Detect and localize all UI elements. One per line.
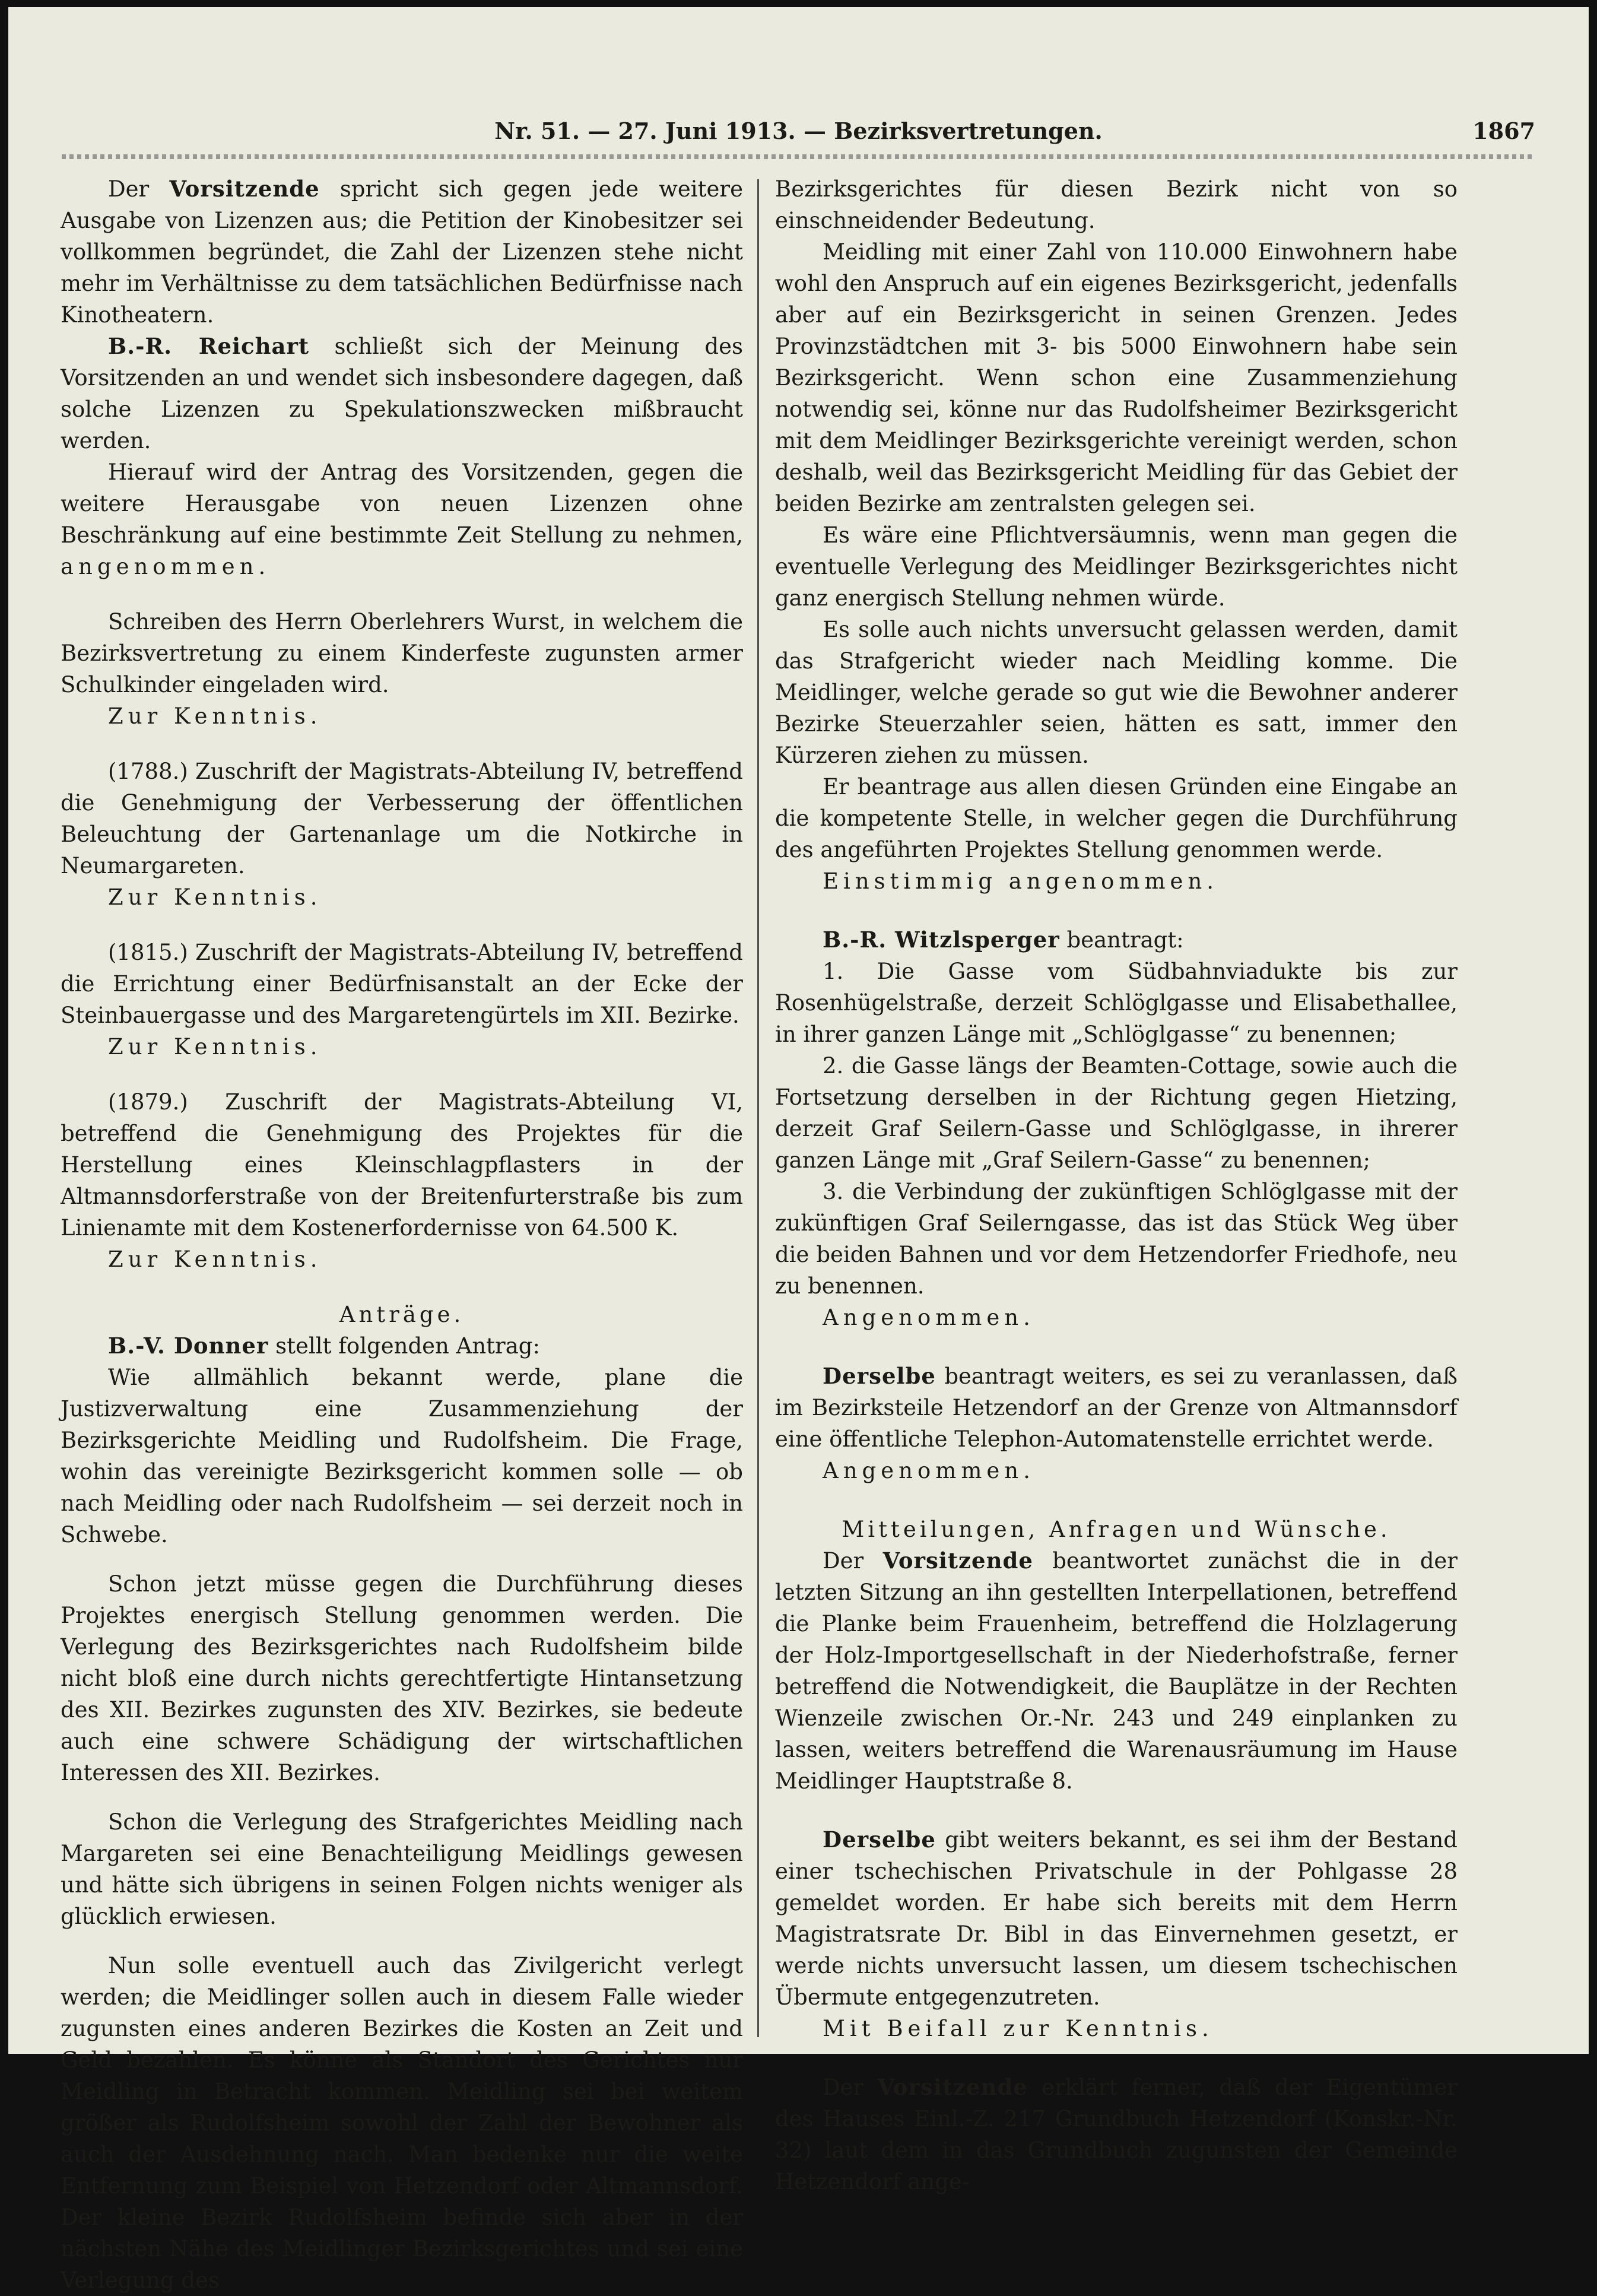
list-item: 3. die Verbindung der zukünftigen Schlöglgasse mit der zukünftigen Graf Seilerngasse, das ist das Stück Weg über die beiden Bahnen und vor dem Hetzendorfer Friedhofe, neu zu benennen. — [775, 1179, 1458, 1299]
decision-text: Angenommen. — [823, 1458, 1035, 1483]
section-heading: Anträge. — [339, 1302, 465, 1327]
paragraph-text: Hierauf wird der Antrag des Vorsitzenden, gegen die weitere Herausgabe von neuen Lizenzen ohne Beschränkung auf eine bestimmte Zeit Stellung zu nehmen, — [61, 459, 743, 548]
paragraph: Wie allmählich bekannt werde, plane die Justizverwaltung eine Zusammenziehung der Bezirksgerichte Meidling und Rudolfsheim. Die Frage, wohin das vereinigte Bezirksgericht kommen solle — ob nach Meidling oder nach Rudolfsheim — sei derzeit noch in Schwebe. — [61, 1365, 743, 1547]
paragraph-text: erklärt ferner, daß der Eigentümer des Hauses Einl.-Z. 217 Grundbuch Hetzendorf (Konskr.-Nr. 32) laut dem in das Grundbuch zugunsten der Gemeinde Hetzendorf ange- — [775, 2075, 1458, 2194]
paragraph: Er beantrage aus allen diesen Gründen eine Eingabe an die kompetente Stelle, in welcher gegen die Durchführung des angeführten Projektes Stellung genommen werde. — [775, 774, 1458, 862]
paragraph: Der Vorsitzende spricht sich gegen jede weitere Ausgabe von Lizenzen aus; die Petition der Kinobesitzer sei vollkommen begründet, die Zahl der Lizenzen stehe nicht mehr im Verhältnisse zu dem tatsächlichen Bedürfnisse nach Kinotheatern. — [61, 176, 743, 328]
paragraph — [61, 331, 743, 456]
speaker-name: Derselbe — [823, 1363, 936, 1389]
decision-text: Zur Kenntnis. — [108, 1247, 322, 1272]
speaker-name: Derselbe — [823, 1826, 936, 1853]
right-column — [775, 173, 1458, 2197]
decision-text: Zur Kenntnis. — [108, 703, 322, 729]
page-number: 1867 — [1472, 118, 1535, 144]
speaker-name: Vorsitzende — [882, 1547, 1033, 1574]
paragraph-text: beantragt: — [1059, 927, 1184, 953]
paragraph: (1815.) Zuschrift der Magistrats-Abteilung IV, betreffend die Errichtung einer Bedürfnisanstalt an der Ecke der Steinbauergasse und des Margaretengürtels im XII. Bezirke. — [61, 940, 743, 1028]
paragraph: (1788.) Zuschrift der Magistrats-Abteilung IV, betreffend die Genehmigung der Verbesserung der öffentlichen Beleuchtung der Gartenanlage um die Notkirche in Neumargareten. — [61, 759, 743, 879]
section-heading: Mitteilungen, Anfragen und Wünsche. — [842, 1517, 1391, 1542]
decision-text: angenommen. — [61, 554, 271, 579]
speaker-name: B.-R. Reichart — [108, 333, 310, 359]
paragraph-text: beantwortet zunächst die in der letzten Sitzung an ihn gestellten Interpellationen, betreffend die Planke beim Frauenheim, betreffend die Holzlagerung der Holz-Importgesellschaft in der Niederhofstraße, ferner betreffend die Notwendigkeit, die Bauplätze in der Rechten Wienzeile zwischen Or.-Nr. 243 und 249 einplanken zu lassen, weiters betreffend die Warenausräumung im Hause Meidlinger Hauptstraße 8. — [775, 1548, 1458, 1794]
paragraph-text: spricht sich gegen jede weitere Ausgabe von Lizenzen aus; die Petition der Kinobesitzer sei vollkommen begründet, die Zahl der Lizenzen stehe nicht mehr im Verhältnisse zu dem tatsächlichen Bedürfnisse nach Kinotheatern. — [61, 176, 743, 328]
decision-text: Angenommen. — [823, 1305, 1035, 1330]
paragraph — [775, 924, 1458, 956]
speaker-name: B.-R. Witzlsperger — [823, 927, 1060, 953]
paragraph-text: gibt weiters bekannt, es sei ihm der Bestand einer tschechischen Privatschule in der Pohlgasse 28 gemeldet worden. Er habe sich bereits mit dem Herrn Magistratsrate Dr. Bibl in das Einvernehmen gesetzt, er werde nichts unversucht lassen, um diesem tschechischen Übermute entgegenzutreten. — [775, 1827, 1458, 2010]
header-title: Nr. 51. — 27. Juni 1913. — Bezirksvertretungen. — [494, 118, 1103, 144]
decision-text: Zur Kenntnis. — [108, 884, 322, 910]
decision-text: Einstimmig angenommen. — [823, 868, 1219, 894]
paragraph — [61, 456, 743, 582]
speaker-name: B.-V. Donner — [108, 1333, 269, 1359]
paragraph: Bezirksgerichtes für diesen Bezirk nicht von so einschneidender Bedeutung. — [775, 176, 1458, 233]
paragraph: Schreiben des Herrn Oberlehrers Wurst, in welchem die Bezirksvertretung zu einem Kinderfeste zugunsten armer Schulkinder eingeladen wird. — [61, 609, 743, 697]
list-item: 1. Die Gasse vom Südbahnviadukte bis zur Rosenhügelstraße, derzeit Schlöglgasse und Elisabethallee, in ihrer ganzen Länge mit „Schlöglgasse“ zu benennen; — [775, 959, 1458, 1047]
speaker-name: Vorsitzende — [169, 176, 320, 202]
paragraph-text: schließt sich der Meinung des Vorsitzenden an und wendet sich insbesondere dagegen, daß solche Lizenzen zu Spekulationszwecken mißbraucht werden. — [61, 334, 743, 454]
paragraph-text: beantragt weiters, es sei zu veranlassen, daß im Bezirksteile Hetzendorf an der Grenze von Altmannsdorf eine öffentliche Telephon-Automatenstelle errichtet werde. — [775, 1363, 1458, 1452]
paragraph: Schon jetzt müsse gegen die Durchführung dieses Projektes energisch Stellung genommen werden. Die Verlegung des Bezirksgerichtes nach Rudolfsheim bilde nicht bloß eine durch nichts gerechtfertigte Hintansetzung des XII. Bezirkes zugunsten des XIV. Bezirkes, sie bedeute auch eine schwere Schädigung der wirtschaftlichen Interessen des XII. Bezirkes. — [61, 1571, 743, 1786]
paragraph: Schon die Verlegung des Strafgerichtes Meidling nach Margareten sei eine Benachteiligung Meidlings gewesen und hätte sich übrigens in seinen Folgen nichts weniger als glücklich erwiesen. — [61, 1809, 743, 1929]
decision-text: Mit Beifall zur Kenntnis. — [823, 2016, 1214, 2041]
header-divider — [62, 154, 1535, 159]
paragraph — [61, 1330, 743, 1362]
paragraph: Nun solle eventuell auch das Zivilgericht verlegt werden; die Meidlinger sollen auch in diesem Falle wieder zugunsten eines anderen Bezirkes die Kosten an Zeit und Geld bezahlen. Es könne als Standort des Gerichtes nur Meidling in Betracht kommen. Meidling sei bei weitem größer als Rudolfsheim sowohl der Zahl der Bewohner als auch der Ausdehnung nach. Man bedenke nur die weite Entfernung zum Beispiel von Hetzendorf oder Altmannsdorf. Der kleine Bezirk Rudolfsheim befinde sich aber in der nächsten Nähe des Meidlinger Bezirksgerichtes und sei eine Verlegung des — [61, 1953, 743, 2293]
paragraph: Es solle auch nichts unversucht gelassen werden, damit das Strafgericht wieder nach Meidling komme. Die Meidlinger, welche gerade so gut wie die Bewohner anderer Bezirke Steuerzahler seien, hätten es satt, immer den Kürzeren ziehen zu müssen. — [775, 617, 1458, 768]
paragraph-text: Der — [823, 1548, 883, 1574]
list-item: 2. die Gasse längs der Beamten-Cottage, sowie auch die Fortsetzung derselben in der Richtung gegen Hietzing, derzeit Graf Seilern-Gasse und Schlöglgasse, in ihrerer ganzen Länge mit „Graf Seilern-Gasse“ zu benennen; — [775, 1053, 1458, 1173]
paragraph — [775, 2072, 1458, 2197]
paragraph — [775, 1824, 1458, 2013]
paragraph: Meidling mit einer Zahl von 110.000 Einwohnern habe wohl den Anspruch auf ein eigenes Bezirksgericht, jedenfalls aber auf ein Bezirksgericht in seinen Grenzen. Jedes Provinzstädtchen mit 3- bis 5000 Einwohnern habe sein Bezirksgericht. Wenn schon eine Zusammenziehung notwendig sei, könne nur das Rudolfsheimer Bezirksgericht mit dem Meidlinger Bezirksgerichte vereinigt werden, schon deshalb, weil das Bezirksgericht Meidling für das Gebiet der beiden Bezirke am zentralsten gelegen sei. — [775, 239, 1458, 516]
decision-text: Zur Kenntnis. — [108, 1034, 322, 1060]
column-rule — [757, 179, 759, 2037]
left-column — [61, 173, 743, 2296]
paragraph-text: Der — [823, 2075, 878, 2100]
paragraph: (1879.) Zuschrift der Magistrats-Abteilung VI, betreffend die Genehmigung des Projektes für die Herstellung eines Kleinschlagpflasters in der Altmannsdorferstraße von der Breitenfurterstraße bis zum Linienamte mit dem Kostenerfordernisse von 64.500 K. — [61, 1089, 743, 1241]
paragraph: Es wäre eine Pflichtversäumnis, wenn man gegen die eventuelle Verlegung des Meidlinger Bezirksgerichtes nicht ganz energisch Stellung nehmen würde. — [775, 522, 1458, 611]
page-header — [62, 113, 1535, 154]
paragraph-text: stellt folgenden Antrag: — [268, 1333, 540, 1359]
paragraph — [775, 1361, 1458, 1455]
newspaper-page — [8, 7, 1589, 2293]
paragraph — [775, 1545, 1458, 1797]
speaker-name: Vorsitzende — [877, 2074, 1028, 2100]
